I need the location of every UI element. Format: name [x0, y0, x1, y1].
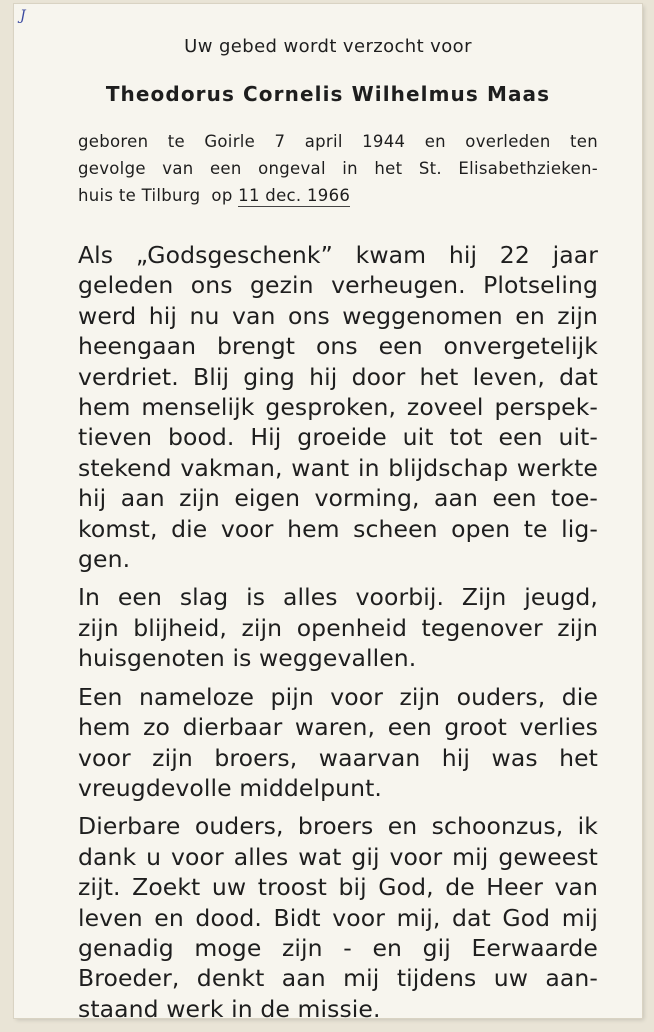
text-line: Dierbare ouders, broers en schoonzus, ik: [78, 812, 598, 841]
memorial-card: [14, 4, 642, 1023]
text-line: verdriet. Blij ging hij door het leven, dat: [78, 362, 598, 391]
text-line: leven en dood. Bidt voor mij, dat God mij: [78, 903, 598, 932]
memorial-paragraph: [78, 682, 598, 804]
text-line: zijn blijheid, zijn openheid tegenover zijn: [78, 613, 598, 642]
text-line: huisgenoten is weggevallen.: [78, 644, 417, 673]
text-line: stekend vakman, want in blijdschap werkte: [78, 453, 598, 482]
memorial-text: [78, 240, 598, 1032]
text-line: In een slag is alles voorbij. Zijn jeugd,: [78, 583, 598, 612]
prayer-request: Uw gebed wordt verzocht voor: [184, 36, 472, 57]
text-line: dank u voor alles wat gij voor mij geweest: [78, 842, 598, 871]
text-line: staand werk in de missie.: [78, 994, 381, 1023]
bio-line-text: huis te Tilburg op: [78, 186, 239, 205]
text-line: Een nameloze pijn voor zijn ouders, die: [78, 682, 598, 711]
text-line: komst, die voor hem scheen open te lig-: [78, 514, 598, 543]
text-line: genadig moge zijn - en gij Eerwaarde: [78, 933, 598, 962]
birth-death-info: [78, 128, 598, 209]
text-line: zijt. Zoekt uw troost bij God, de Heer van: [78, 873, 598, 902]
text-line: vreugdevolle middelpunt.: [78, 773, 382, 802]
text-line: gen.: [78, 545, 131, 574]
memorial-paragraph: [78, 811, 598, 1024]
bio-line: geboren te Goirle 7 april 1944 en overleden ten: [78, 132, 598, 151]
text-line: geleden ons gezin verheugen. Plotseling: [78, 271, 598, 300]
text-line: hem zo dierbaar waren, een groot verlies: [78, 713, 598, 742]
deceased-name: Theodorus Cornelis Wilhelmus Maas: [105, 82, 551, 106]
text-line: hij aan zijn eigen vorming, aan een toe-: [78, 484, 598, 513]
bio-line: [78, 182, 598, 209]
text-line: hem menselijk gesproken, zoveel perspek-: [78, 393, 598, 422]
text-line: voor zijn broers, waarvan hij was het: [78, 743, 598, 772]
bio-line: gevolge van een ongeval in het St. Elisabethzieken-: [78, 159, 598, 178]
ink-mark: J: [20, 8, 26, 24]
death-date: 11 dec. 1966: [238, 186, 351, 205]
text-line: tieven bood. Hij groeide uit tot een uit-: [78, 423, 598, 452]
memorial-paragraph: [78, 582, 598, 673]
text-line: Broeder, denkt aan mij tijdens uw aan-: [78, 964, 598, 993]
text-line: heengaan brengt ons een onvergetelijk: [78, 332, 598, 361]
text-line: Als „Godsgeschenk” kwam hij 22 jaar: [78, 241, 598, 269]
memorial-paragraph: [78, 240, 598, 574]
text-line: werd hij nu van ons weggenomen en zijn: [78, 301, 598, 330]
